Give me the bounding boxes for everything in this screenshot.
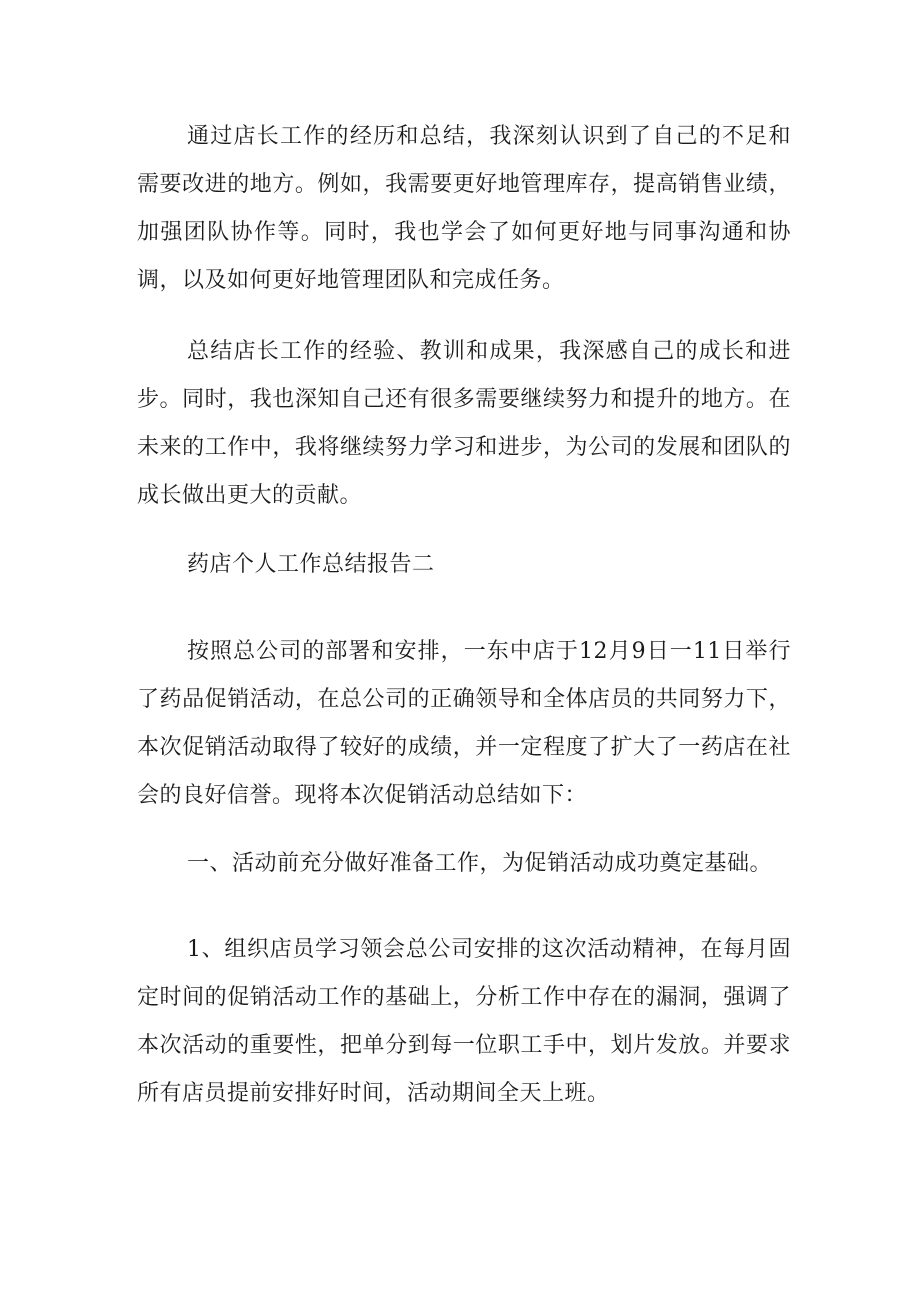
paragraph-promotion-intro: 按照总公司的部署和安排，一东中店于12月9日一11日举行了药品促销活动，在总公司的正确领导和全体店员的共同努力下，本次促销活动取得了较好的成绩，并一定程度了扩大了一药店在社会的良好信誉。现将本次促销活动总结如下： <box>137 639 791 808</box>
paragraph-store-manager-reflection: 通过店长工作的经历和总结，我深刻认识到了自己的不足和需要改进的地方。例如，我需要更好地管理库存，提高销售业绩，加强团队协作等。同时，我也学会了如何更好地与同事沟通和协调，以及如何更好地管理团队和完成任务。 <box>137 124 791 293</box>
paragraph-summary-growth: 总结店长工作的经验、教训和成果，我深感自己的成长和进步。同时，我也深知自己还有很多需要继续努力和提升的地方。在未来的工作中，我将继续努力学习和进步，为公司的发展和团队的成长做出更大的贡献。 <box>137 339 791 508</box>
section-heading-report-two: 药店个人工作总结报告二 <box>187 552 435 577</box>
section-heading-preparation: 一、活动前充分做好准备工作，为促销活动成功奠定基础。 <box>187 851 773 876</box>
paragraph-staff-training: 1、组织店员学习领会总公司安排的这次活动精神，在每月固定时间的促销活动工作的基础上，分析工作中存在的漏洞，强调了本次活动的重要性，把单分到每一位职工手中，划片发放。并要求所有店员提前安排好时间，活动期间全天上班。 <box>137 937 791 1106</box>
